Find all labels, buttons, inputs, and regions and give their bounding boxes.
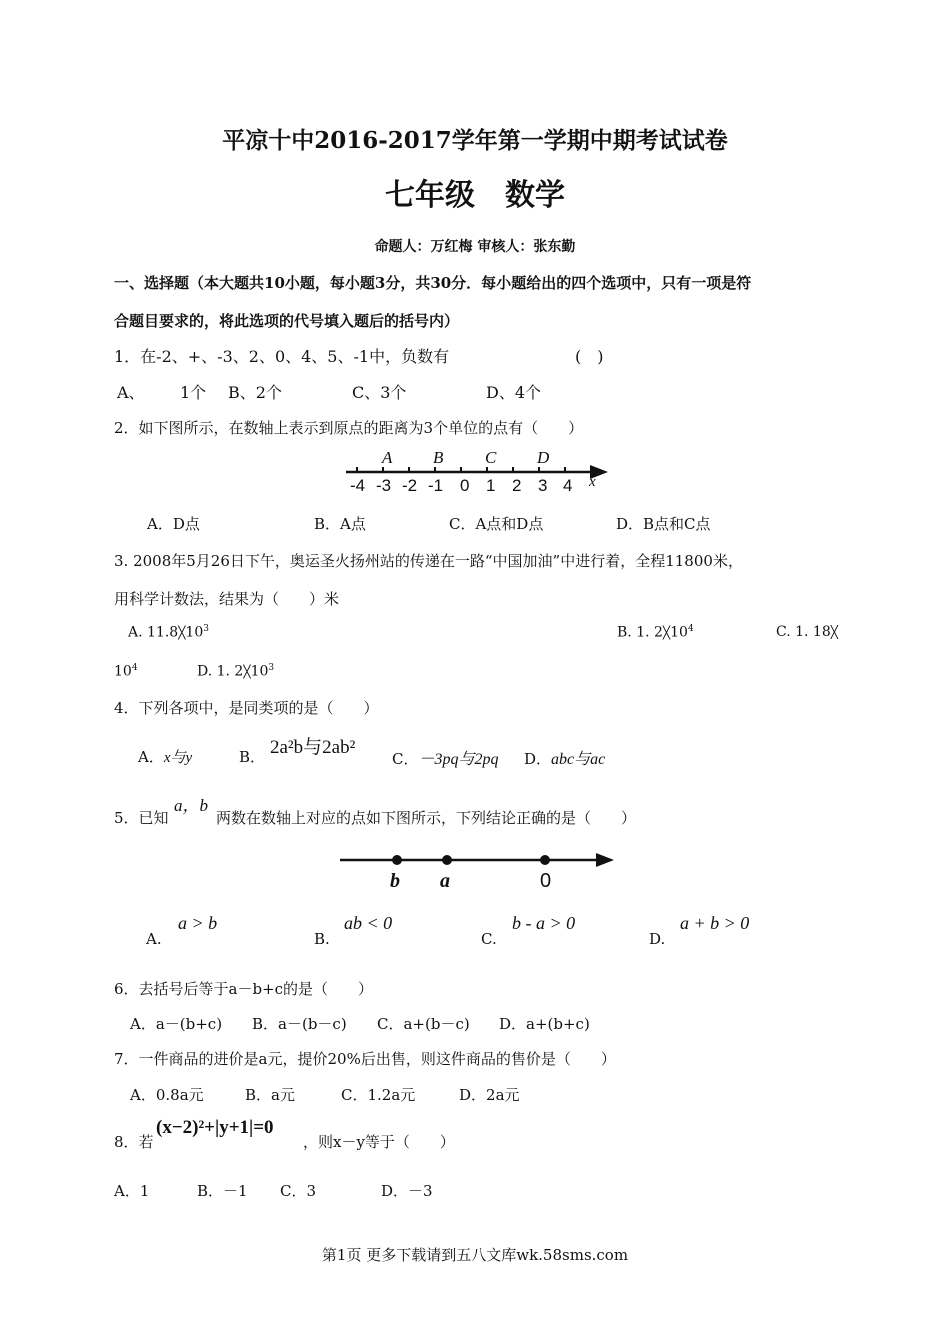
q2-tick-0: 0: [460, 476, 470, 495]
q4-option-d-expr: abc与ac: [551, 751, 606, 768]
q5-point-b: [392, 855, 402, 865]
q4-option-d: [524, 746, 605, 769]
q4-option-a-label: A．: [138, 748, 164, 766]
q1-option-d: D、4个: [486, 383, 542, 402]
times-icon: ╳: [662, 625, 671, 640]
q5-vars: a，b: [174, 796, 208, 815]
q8-option-c: C．3: [280, 1182, 317, 1200]
q5-stem-prefix: 5．已知: [114, 809, 169, 827]
q1-stem: 1．在-2、+、-3、2、0、4、5、-1中，负数有: [114, 347, 450, 366]
q8-option-d: D．－3: [381, 1182, 433, 1200]
q3-d-exp: 3: [268, 663, 275, 673]
q3-option-c-text: C. 1. 18: [776, 624, 831, 640]
q2-stem: 2．如下图所示，在数轴上表示到原点的距离为3个单位的点有（ ）: [114, 419, 584, 437]
q5-label-a: a: [440, 870, 450, 892]
page-footer: 第1页 更多下载请到五八文库wk.58sms.com: [321, 1246, 629, 1264]
q3-a-base: 10: [185, 624, 204, 641]
exam-authors: 命题人：万红梅 审核人：张东勤: [374, 239, 576, 255]
exam-title: 平凉十中2016-2017学年第一学期中期考试试卷: [222, 127, 728, 154]
q3-option-d: [197, 663, 274, 680]
q5-stem-suffix: 两数在数轴上对应的点如下图所示，下列结论正确的是（ ）: [216, 809, 637, 827]
q5-label-0: 0: [540, 870, 552, 892]
q5-option-d-expr: a + b > 0: [680, 913, 750, 933]
q4-stem: 4．下列各项中，是同类项的是（ ）: [114, 699, 379, 717]
q1-option-a-value: 1个: [180, 383, 207, 402]
q8-stem-suffix: ，则x－y等于（ ）: [303, 1133, 455, 1151]
times-icon: ╳: [243, 664, 251, 679]
q2-option-d: D．B点和C点: [616, 515, 711, 533]
q8-stem-prefix: 8．若: [114, 1133, 154, 1151]
q7-option-b: B．a元: [245, 1086, 295, 1104]
q2-point-b: B: [433, 448, 444, 467]
q4-option-a-expr: x与y: [163, 750, 193, 766]
q3-option-c: [776, 624, 838, 640]
axis-arrow-icon: [596, 853, 614, 867]
q3-stem-line2: 用科学计数法，结果为（ ）米: [114, 590, 340, 608]
q4-option-b-expr: 2a²b与2ab²: [270, 737, 356, 758]
q7-option-d: D．2a元: [459, 1086, 520, 1104]
q8-option-a: A．1: [114, 1182, 150, 1200]
q3-b-base: 10: [670, 624, 688, 641]
q2-tick-3: 3: [538, 476, 548, 495]
q5-option-c-label: C.: [481, 930, 497, 948]
q5-option-b-expr: ab < 0: [344, 913, 393, 933]
q5-point-0: [540, 855, 550, 865]
q3-d-base: 10: [250, 663, 269, 680]
times-icon: ╳: [830, 625, 838, 639]
q6-stem: 6．去括号后等于a－b+c的是（ ）: [114, 980, 374, 998]
q5-option-d-label: D.: [649, 930, 666, 948]
q3-c-base: 10: [114, 663, 132, 680]
q4-option-d-label: D．: [524, 750, 552, 768]
q5-option-c-expr: b - a > 0: [512, 913, 576, 933]
q1-option-b: B、2个: [228, 383, 282, 402]
q8-expression: (x−2)²+|y+1|=0: [156, 1117, 274, 1138]
q5-number-line: [336, 848, 616, 872]
q1-bracket: ( ): [575, 347, 604, 366]
q4-option-a: [138, 746, 192, 767]
q2-option-b: B．A点: [314, 515, 366, 533]
q3-c-exp: 4: [131, 663, 138, 673]
q8-option-b: B．－1: [197, 1182, 248, 1200]
q5-option-b-label: B.: [314, 930, 330, 948]
q5-label-b: b: [390, 870, 400, 892]
exam-subtitle: 七年级 数学: [385, 178, 565, 213]
q6-option-a: A．a－(b+c): [130, 1015, 223, 1033]
q2-point-d: D: [537, 448, 550, 467]
q3-option-a: [128, 624, 209, 641]
q7-option-c: C．1.2a元: [341, 1086, 416, 1104]
q4-option-c-label: C．: [392, 750, 419, 768]
q6-option-c: C．a+(b－c): [377, 1015, 470, 1033]
q3-stem-line1: 3. 2008年5月26日下午，奥运圣火扬州站的传递在一路“中国加油”中进行着，全程11800米，: [114, 552, 743, 570]
q2-tick-m2: -2: [402, 476, 418, 495]
q5-point-a: [442, 855, 452, 865]
q2-tick-4: 4: [563, 476, 573, 495]
q5-option-a-expr: a > b: [178, 913, 218, 933]
q2-tick-m4: -4: [350, 476, 366, 495]
q2-option-c: C．A点和D点: [449, 515, 544, 533]
q3-a-exp: 3: [203, 624, 209, 634]
section-heading-line1: 一、选择题（本大题共10小题，每小题3分，共30分．每小题给出的四个选项中，只有一项是符: [114, 274, 752, 292]
q2-axis-var: x: [589, 474, 596, 490]
q3-b-exp: 4: [687, 624, 694, 634]
q3-option-b-text: B. 1. 2: [617, 624, 663, 641]
q2-tick-1: 1: [486, 476, 496, 495]
q2-tick-m3: -3: [376, 476, 392, 495]
q3-option-a-text: A. 11.8: [128, 624, 179, 641]
q4-option-b-label: B．: [239, 748, 266, 766]
q2-tick-m1: -1: [428, 476, 444, 495]
q4-option-c: [392, 746, 499, 769]
q2-option-a: A．D点: [147, 515, 200, 533]
q2-tick-2: 2: [512, 476, 522, 495]
q6-option-d: D．a+(b+c): [499, 1015, 590, 1033]
q7-stem: 7．一件商品的进价是a元，提价20%后出售，则这件商品的售价是（ ）: [114, 1050, 616, 1068]
q1-option-c: C、3个: [352, 383, 407, 402]
q3-option-d-text: D. 1. 2: [197, 663, 244, 680]
q1-option-a: A、: [117, 383, 145, 402]
q7-option-a: A．0.8a元: [130, 1086, 204, 1104]
q5-option-a-label: A.: [146, 930, 162, 948]
times-icon: ╳: [178, 625, 186, 640]
q2-point-c: C: [485, 448, 497, 467]
q4-option-c-expr: －3pq与2pq: [418, 751, 499, 768]
q3-option-c-cont: [114, 663, 138, 680]
q2-point-a: A: [382, 448, 393, 467]
section-heading-line2: 合题目要求的，将此选项的代号填入题后的括号内）: [114, 312, 460, 330]
q6-option-b: B．a－(b－c): [252, 1015, 347, 1033]
q3-option-b: [617, 624, 694, 641]
